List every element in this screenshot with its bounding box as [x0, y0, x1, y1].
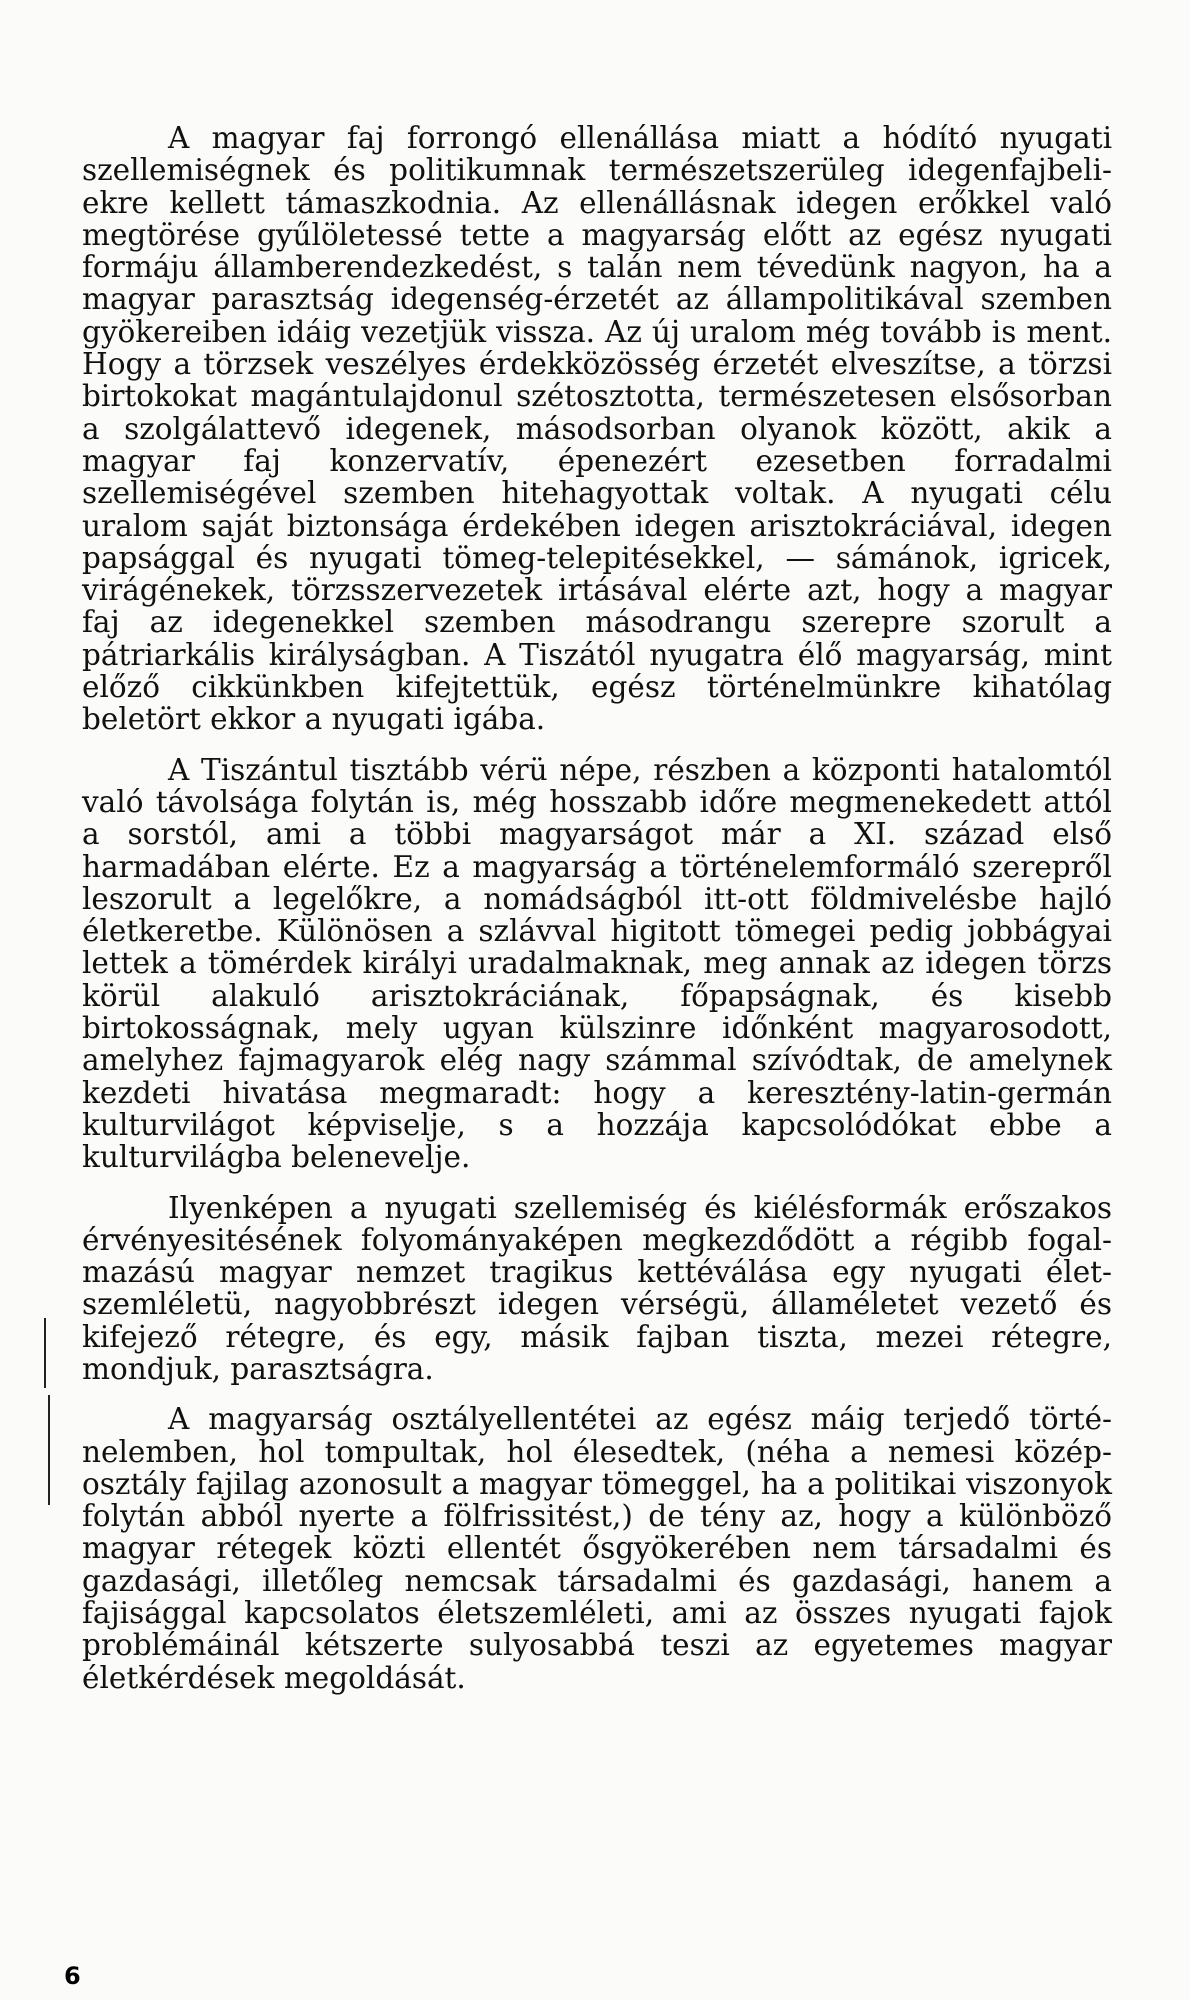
- paragraph-4: A magyarság osztályellentétei az egész máig terjedő történelemben, hol tompultak, hol élesedtek, (néha a nemesi középosztály fajilag azonosult a magyar tömeggel, ha a politikai viszonyok folytán abból nyerte a fölfrissitést,) de tény az, hogy a különböző magyar rétegek közti ellentét ősgyökerében nem társadalmi és gazdasági, illetőleg nemcsak társadalmi és gazdasági, hanem a fajisággal kapcsolatos életszemléleti, ami az összes nyugati fajok problémáinál kétszerte sulyosabbá teszi az egyetemes magyar életkérdések megoldását.: [82, 1402, 1112, 1695]
- page-number: 6: [64, 1962, 81, 1990]
- paragraph-3: Ilyenképen a nyugati szellemiség és kiélésformák erőszakos érvényesitésének folyományaképen megkezdődött a régibb fogalmazású magyar nemzet tragikus kettéválása egy nyugati életszemléletü, nagyobbrészt idegen vérségü, államéletet vezető és kifejező rétegre, és egy, másik fajban tiszta, mezei rétegre, mondjuk, parasztságra.: [82, 1190, 1112, 1386]
- text-column: [82, 122, 1112, 1694]
- margin-mark-lower: [48, 1395, 50, 1505]
- margin-mark: [44, 1318, 46, 1388]
- paragraph-2: A Tiszántul tisztább vérü népe, részben a központi hatalomtól való távolsága folytán is, még hosszabb időre megmenekedett attól a sorstól, ami a többi magyarságot már a XI. század első harmadában elérte. Ez a magyarság a történelemformáló szerepről leszorult a legelőkre, a nomádságból itt-ott földmivelésbe hajló életkeretbe. Különösen a szlávval higitott tömegei pedig jobbágyai lettek a tömérdek királyi uradalmaknak, meg annak az idegen törzs körül alakuló arisztokráciának, főpapságnak, és kisebb birtokosságnak, mely ugyan külszinre időnként magyarosodott, amelyhez fajmagyarok elég nagy számmal szívódtak, de amelynek kezdeti hivatása megmaradt: hogy a keresztény-latin-germán kulturvilágot képviselje, s a hozzája kapcsolódókat ebbe a kulturvilágba belenevelje.: [82, 752, 1112, 1175]
- paragraph-1: A magyar faj forrongó ellenállása miatt a hódító nyugati szellemiségnek és politikumnak természetszerüleg idegenfajbeliekre kellett támaszkodnia. Az ellenállásnak idegen erőkkel való megtörése gyűlöletessé tette a magyarság előtt az egész nyugati formáju államberendezkedést, s talán nem tévedünk nagyon, ha a magyar parasztság idegenség-érzetét az állampolitikával szemben gyökereiben idáig vezetjük vissza. Az új uralom még tovább is ment. Hogy a törzsek veszélyes érdekközösség érzetét elveszítse, a törzsi birtokokat magántulajdonul szétosztotta, természetesen elsősorban a szolgálattevő idegenek, másodsorban olyanok között, akik a magyar faj konzervatív, épenezért ezesetben forradalmi szellemiségével szemben hitehagyottak voltak. A nyugati célu uralom saját biztonsága érdekében idegen arisztokráciával, idegen papsággal és nyugati tömeg-telepitésekkel, — sámánok, igricek, virágénekek, törzsszervezetek irtásával elérte azt, hogy a magyar faj az idegenekkel szemben másodrangu szerepre szorult a pátriarkális királyságban. A Tiszától nyugatra élő magyarság, mint előző cikkünkben kifejtettük, egész történelmünkre kihatólag beletört ekkor a nyugati igába.: [82, 121, 1112, 737]
